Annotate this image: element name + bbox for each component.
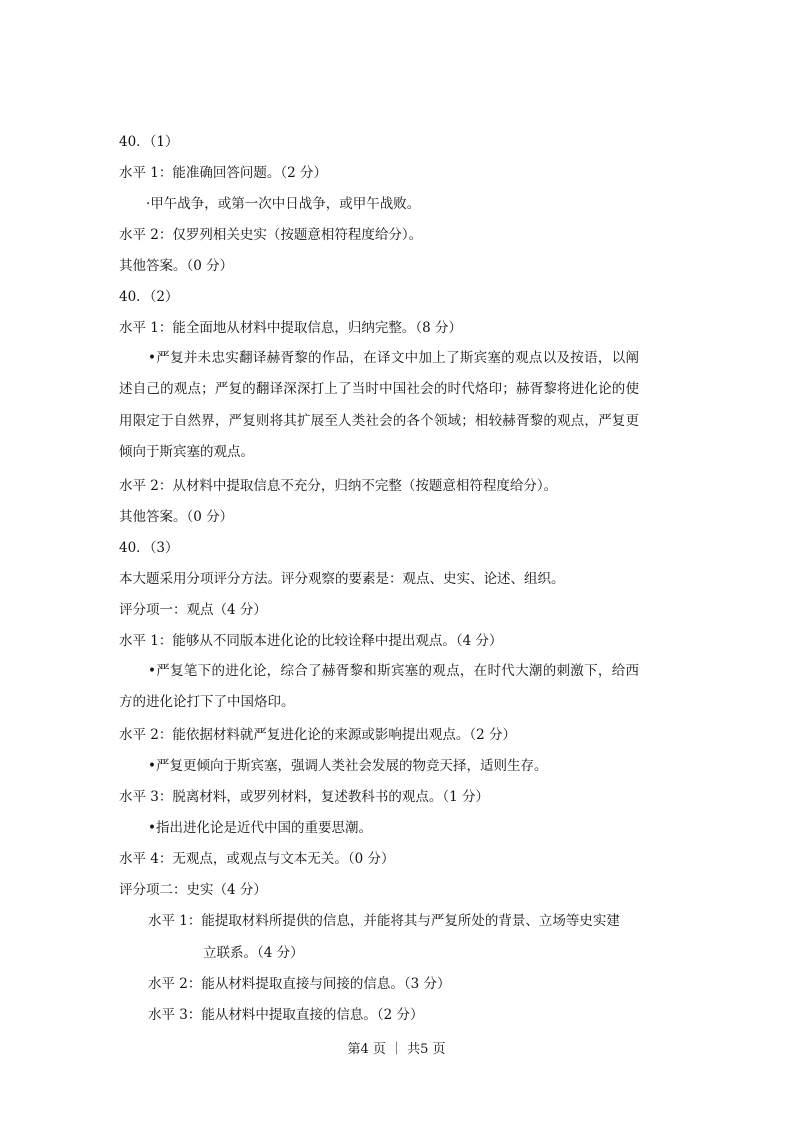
question-40-2-heading: 40．（2）: [119, 289, 179, 305]
level-3-criterion: 水平 3：脱离材料，或罗列材料，复述教科书的观点。（1 分）: [119, 789, 490, 805]
page-footer: 第4 页 ｜ 共5 页: [347, 1042, 446, 1057]
level-1-criterion: 水平 1：能准确回答问题。（2 分）: [119, 165, 328, 181]
level-1-criterion-continued: 立联系。（4 分）: [203, 945, 304, 961]
question-40-3-heading: 40．（3）: [119, 540, 179, 556]
answer-point: •严复更倾向于斯宾塞，强调人类社会发展的物竞天择，适则生存。: [148, 758, 548, 774]
answer-point: ·甲午战争，或第一次中日战争，或甲午战败。: [146, 196, 421, 212]
level-4-criterion: 水平 4：无观点，或观点与文本无关。（0 分）: [119, 851, 395, 867]
level-2-criterion: 水平 2：从材料中提取信息不充分，归纳不完整（按题意相符程度给分）。: [119, 478, 558, 494]
level-3-criterion: 水平 3：能从材料中提取直接的信息。（2 分）: [148, 1007, 424, 1023]
answer-point: •指出进化论是近代中国的重要思潮。: [148, 820, 372, 836]
answer-paragraph: •严复并未忠实翻译赫胥黎的作品，在译文中加上了斯宾塞的观点以及按语，以阐述自己的观点；严复的翻译深深打上了当时中国社会的时代烙印；赫胥黎将进化论的使用限定于自然界，严复则将其扩展至人类社会的各个领域；相较赫胥黎的观点，严复更倾向于斯宾塞的观点。: [119, 350, 639, 460]
level-1-criterion: 水平 1：能全面地从材料中提取信息，归纳完整。（8 分）: [119, 320, 463, 336]
level-2-criterion: 水平 2：能依据材料就严复进化论的来源或影响提出观点。（2 分）: [119, 727, 517, 743]
scoring-item-1-heading: 评分项一：观点（4 分）: [119, 602, 267, 618]
level-1-criterion: 水平 1：能够从不同版本进化论的比较诠释中提出观点。（4 分）: [119, 633, 503, 649]
level-2-criterion: 水平 2：仅罗列相关史实（按题意相符程度给分）。: [119, 227, 423, 243]
scoring-method: 本大题采用分项评分方法。评分观察的要素是：观点、史实、论述、组织。: [119, 571, 565, 587]
other-answers: 其他答案。（0 分）: [119, 509, 234, 525]
scoring-item-2-heading: 评分项二：史实（4 分）: [119, 882, 267, 898]
question-40-1-heading: 40．（1）: [119, 134, 179, 150]
level-1-criterion: 水平 1：能提取材料所提供的信息，并能将其与严复所处的背景、立场等史实建: [148, 913, 620, 929]
other-answers: 其他答案。（0 分）: [119, 258, 234, 274]
answer-paragraph: •严复笔下的进化论，综合了赫胥黎和斯宾塞的观点，在时代大潮的刺激下，给西方的进化论打下了中国烙印。: [119, 663, 639, 711]
level-2-criterion: 水平 2：能从材料提取直接与间接的信息。（3 分）: [148, 976, 451, 992]
